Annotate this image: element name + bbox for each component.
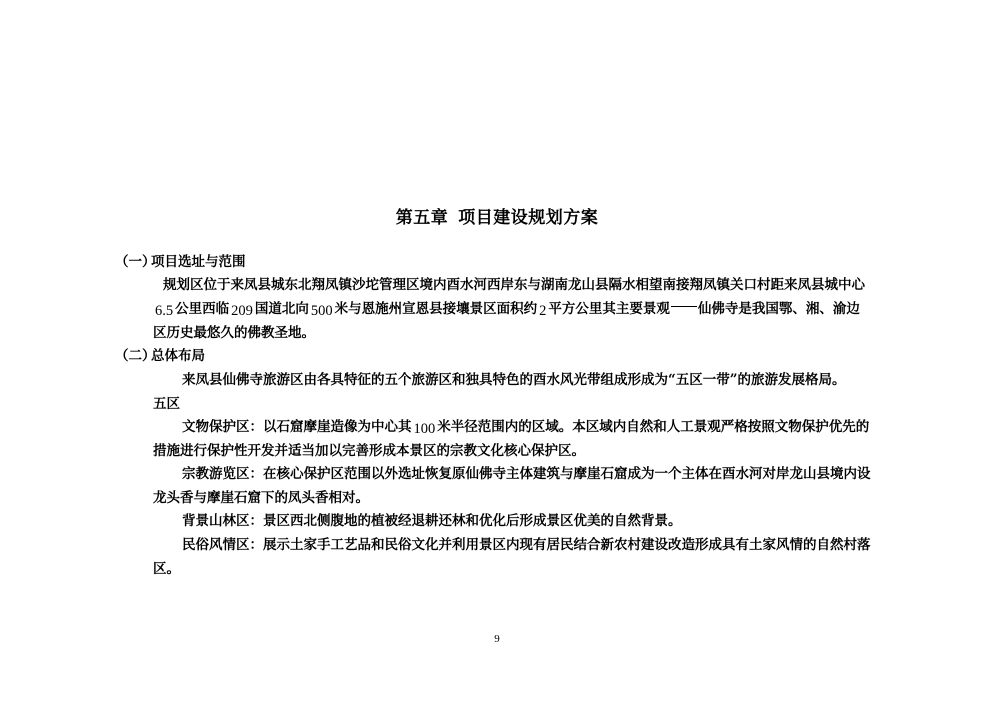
section-number-1: （一） [115,254,156,270]
chapter-number: 第五章 [395,208,449,228]
paragraph-line [153,300,860,318]
paragraph-line: 民俗风情区：展示土家手工艺品和民俗文化并利用景区内现有居民结合新农村建设改造形成具有土家风情的自然村落 [182,537,871,553]
paragraph-line: 宗教游览区：在核心保护区范围以外选址恢复原仙佛寺主体建筑与摩崖石窟成为一个主体在酉水河对岸龙山县境内设 [182,466,871,482]
text-run: 文物保护区：以石窟摩崖造像为中心其 [182,419,412,435]
paragraph-line: 龙头香与摩崖石窟下的凤头香相对。 [153,490,369,506]
chapter-title [0,203,994,228]
paragraph-line: 区。 [153,561,180,577]
paragraph-line: 来凤县仙佛寺旅游区由各具特征的五个旅游区和独具特色的酉水风光带组成形成为“五区一带”的旅游发展格局。 [182,372,846,388]
chapter-name: 项目建设规划方案 [458,208,599,228]
text-run: 仙佛寺是我国鄂、湘、渝边 [697,301,860,317]
section-heading-2 [115,347,205,365]
paragraph-line [182,418,869,436]
number-value: 2 [539,303,547,319]
text-run: 米半径范围内的区域。本区域内自然和人工景观严格按照文物保护优先的 [437,419,870,435]
text-run: 平方公里其主要景观 [548,301,670,317]
subheading-five-zones: 五区 [153,396,180,412]
number-value: 209 [231,303,253,319]
paragraph-line: 背景山林区：景区西北侧腹地的植被经退耕还林和优化后形成景区优美的自然背景。 [182,513,682,529]
number-value: 100 [413,421,436,437]
em-dash-rule [671,306,697,307]
number-value: 500 [310,303,333,319]
text-run: 米与恩施州宣恩县接壤景区面积约 [334,301,538,317]
paragraph-line: 措施进行保护性开发并适当加以完善形成本景区的宗教文化核心保护区。 [153,443,585,459]
section-title-1: 项目选址与范围 [151,254,246,270]
section-number-2: （二） [115,348,156,364]
text-run: 国道北向 [254,301,309,317]
section-heading-1 [115,253,246,271]
text-run: 公里西临 [175,301,230,317]
paragraph-line: 规划区位于来凤县城东北翔凤镇沙坨管理区境内酉水河西岸东与湖南龙山县隔水相望南接翔凤镇关口村距来凤县城中心 [163,277,865,293]
page-number: 9 [494,633,500,645]
section-title-2: 总体布局 [151,348,205,364]
number-value: 6.5 [155,303,174,319]
paragraph-line: 区历史最悠久的佛教圣地。 [153,325,315,341]
